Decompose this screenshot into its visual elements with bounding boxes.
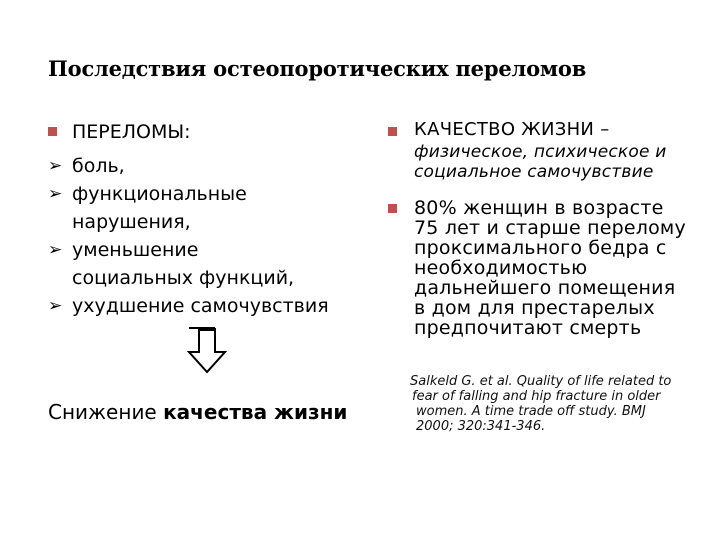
statistic-line: предпочитают смерть [414, 317, 642, 339]
right-column [388, 118, 703, 338]
list-item: ➢ ухудшение самочувствия [48, 292, 378, 320]
statistic-line: необходимостью [414, 257, 588, 279]
down-arrow-icon [185, 326, 229, 374]
arrow-bullet-icon: ➢ [48, 240, 63, 260]
square-bullet-icon [388, 127, 397, 136]
arrow-bullet-icon: ➢ [48, 184, 63, 204]
statistic-line: проксимального бедра с [414, 237, 667, 259]
fractures-heading-text: ПЕРЕЛОМЫ: [72, 121, 191, 143]
left-column [48, 118, 378, 320]
reference-line: Salkeld G. et al. Quality of life related to [410, 374, 672, 389]
quality-description-line: социальное самочувствие [414, 162, 654, 182]
list-item: ➢ уменьшение [48, 236, 378, 264]
statistic-line: дальнейшего помещения [414, 277, 676, 299]
reference-line: 2000; 320:341-346. [416, 419, 546, 434]
reference-citation [410, 374, 705, 434]
fractures-heading [48, 118, 378, 146]
quality-block [388, 118, 703, 182]
slide-title: Последствия остеопоротических переломов [48, 56, 587, 81]
statistic-line: 80% женщин в возрасте [414, 197, 664, 219]
reference-line: women. A time trade off study. BMJ [416, 404, 646, 419]
square-bullet-icon [388, 204, 397, 213]
square-bullet-icon [48, 127, 57, 136]
quality-heading: КАЧЕСТВО ЖИЗНИ – [414, 119, 610, 140]
list-item-continuation: социальных функций, [72, 267, 295, 289]
statistic-block [388, 198, 703, 338]
arrow-bullet-icon: ➢ [48, 296, 63, 316]
quality-description-line: физическое, психическое и [414, 142, 667, 162]
arrow-bullet-icon: ➢ [48, 156, 63, 176]
list-item: ➢ боль, [48, 152, 378, 180]
list-item: ➢ функциональные [48, 180, 378, 208]
statistic-line: в дом для престарелых [414, 297, 655, 319]
reference-line: fear of falling and hip fracture in older [412, 389, 661, 404]
conclusion-text: Снижение качества жизни [48, 400, 348, 424]
list-item-continuation: нарушения, [72, 211, 191, 233]
statistic-line: 75 лет и старше перелому [414, 217, 686, 239]
